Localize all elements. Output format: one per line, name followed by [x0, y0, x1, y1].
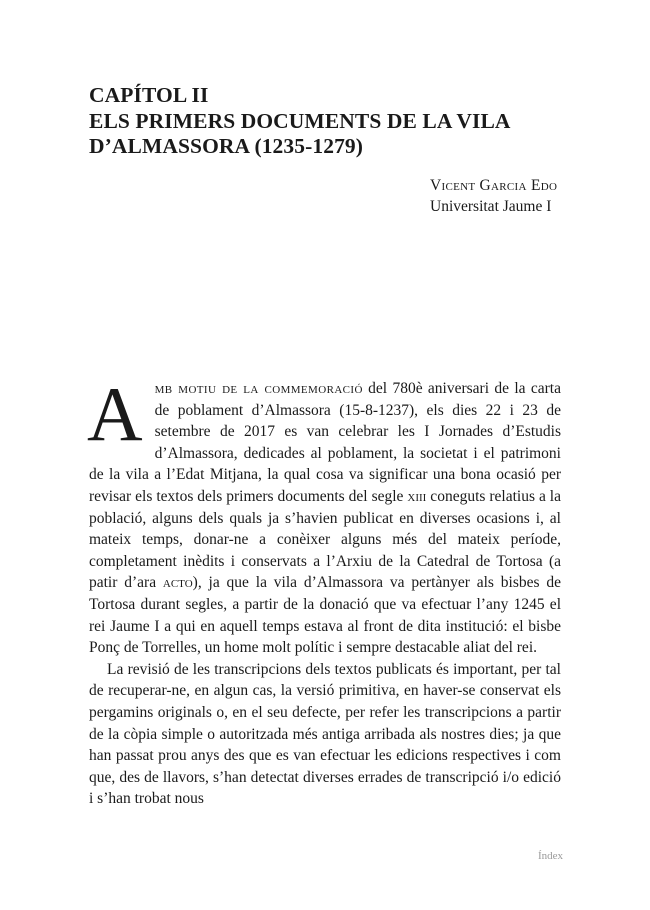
paragraph-1 [87, 371, 561, 659]
paragraph-1-text-c: ), ja que la vila d’Almassora va pertànyer als bisbes de Tortosa durant segles, a partir de la donació que va efectuar l’any 1245 el rei Jaume I a qui en aquell temps estava al front de dita institució: el bisbe Ponç de Torrelles, un home molt polític i sempre destacable aliat del rei. [89, 574, 561, 657]
author-block [430, 176, 557, 217]
author-name: Vicent Garcia Edo [430, 177, 558, 194]
chapter-title-line-2: D’ALMASSORA (1235-1279) [89, 134, 364, 158]
chapter-title [89, 83, 511, 160]
paragraph-1-text-a: del 780è aniversari de la carta de poblament d’Almassora (15-8-1237), els dies 22 i 23 de setembre de 2017 es van celebrar les I Jornades d’Estudis d’Almassora, dedicades al poblament, la societat i el patrimoni de la vila a l’Edat Mitjana, la qual cosa va significar una bona ocasió per revisar els textos dels primers documents del segle [89, 380, 561, 505]
archive-acronym: acto [162, 574, 193, 592]
century-numeral: xiii [407, 487, 427, 505]
author-affiliation: Universitat Jaume I [430, 197, 552, 215]
paragraph-1-text-b: coneguts relatius a la població, alguns dels quals ja s’havien publicat en diverses ocasions i, al mateix temps, donar-ne a conèixer alguns més del mateix període, completament inèdits i conservats a l’Arxiu de la Catedral de Tortosa (a patir d’ara [89, 487, 561, 592]
index-link[interactable]: Índex [537, 850, 563, 862]
opening-small-caps: mb motiu de la commemoració [154, 380, 363, 397]
paragraph-2: La revisió de les transcripcions dels textos publicats és important, per tal de recuperar-ne, en algun cas, la versió primitiva, en haver-se conservat els pergamins originals o, en el seu defecte, per refer les transcripcions a partir de la còpia simple o autoritzada més antiga arribada als nostres dies; ja que han passat prou anys des que es van efectuar les edicions respectives i com que, des de llavors, s’han detectat diverses errades de transcripció i/o edició i s’han trobat nous [89, 660, 561, 808]
chapter-title-line-1: ELS PRIMERS DOCUMENTS DE LA VILA [89, 108, 511, 133]
body-text [87, 371, 561, 810]
chapter-number: CAPÍTOL II [89, 83, 209, 107]
drop-cap: A [87, 371, 143, 457]
